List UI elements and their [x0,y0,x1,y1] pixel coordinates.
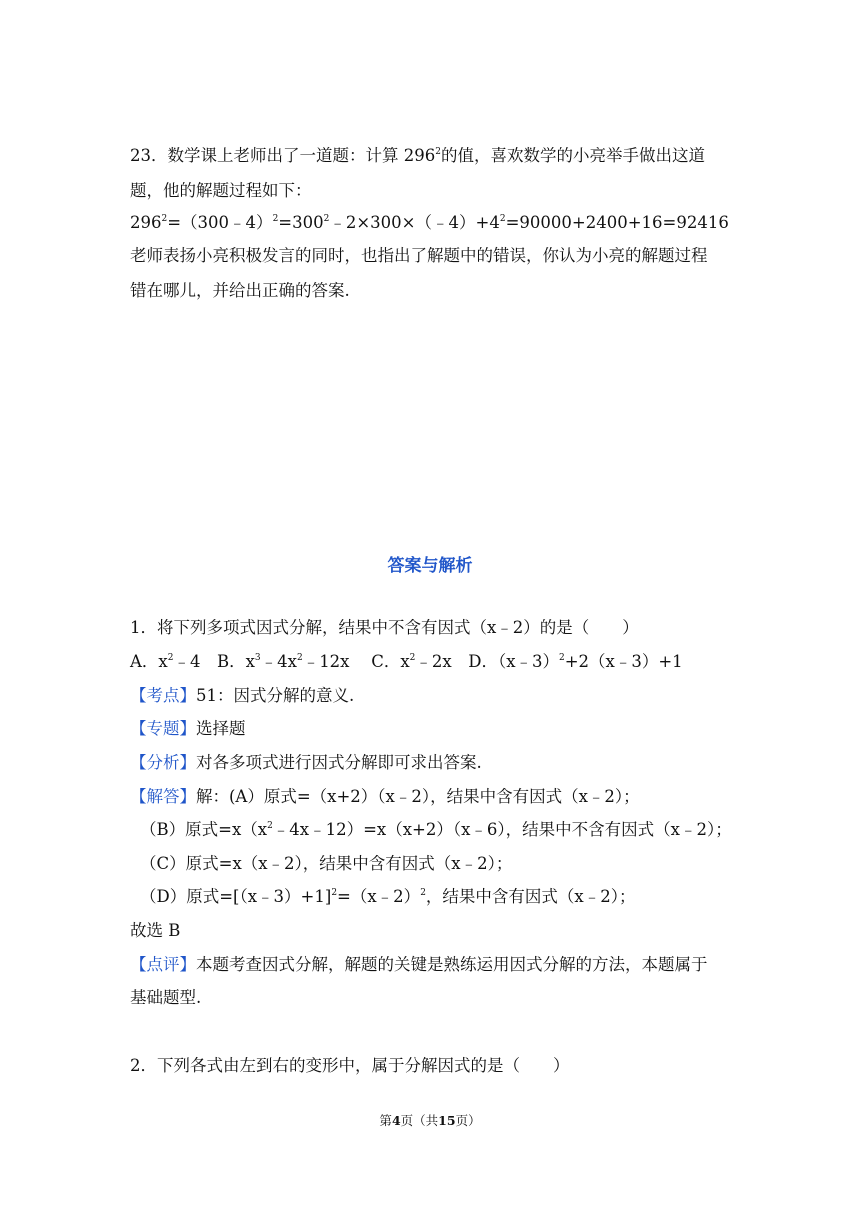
jieda-tag: 【解答】 [130,787,196,806]
q23-equation: $296^2=(300﹣4)^2=300^2﹣2\times 300\times(﹣4)+4^2=90000+2400+16=92416$ [130,213,729,232]
q1-stem: 1．将下列多项式因式分解，结果中不含有因式（x﹣2）的是（ ） [130,618,639,637]
q1-dianping-cont: 基础题型. [130,988,202,1007]
dianping-tag: 【点评】 [130,955,196,974]
q1-solution-b: （B）原式$=x(x^2﹣4x﹣12)=x(x+2)(x﹣6)$，结果中不含有因式（x﹣2）； [140,820,732,839]
q1-kaodian: 【考点】51：因式分解的意义. [130,686,355,705]
kaodian-tag: 【考点】 [130,686,196,705]
q1-dianping: 【点评】本题考查因式分解，解题的关键是熟练运用因式分解的方法，本题属于 [130,955,708,974]
q2-stem: 2．下列各式由左到右的变形中，属于分解因式的是（ ） [130,1056,570,1075]
q1-solution-c: （C）原式=x（x﹣2），结果中含有因式（x﹣2）； [140,854,513,873]
zhuanti-tag: 【专题】 [130,719,196,738]
fenxi-tag: 【分析】 [130,753,196,772]
q1-fenxi: 【分析】对各多项式进行因式分解即可求出答案. [130,753,482,772]
page-number: 4 [391,1113,401,1128]
section-heading: 答案与解析 [387,556,473,576]
q23-line-4: 老师表扬小亮积极发言的同时，也指出了解题中的错误，你认为小亮的解题过程 [130,246,708,265]
q1-options: A．$x^2﹣4$ B．$x^3﹣4x^2﹣12x$ C．$x^2﹣2x$ D．（x﹣3）$^2$+2（x﹣3）+1 [130,652,683,671]
q23-line-5: 错在哪儿，并给出正确的答案. [130,281,350,300]
total-pages: 15 [438,1113,456,1128]
q1-choice: 故选 B [130,921,181,940]
q1-solution-d: （D）原式=[（x﹣3）+1]$^2$=（x﹣2）$^2$，结果中含有因式（x﹣2）； [140,887,636,906]
q1-jieda: 【解答】解：(A）原式=（x+2）（x﹣2），结果中含有因式（x﹣2）； [130,787,640,806]
q23-line-2: 题，他的解题过程如下： [130,181,312,200]
q1-zhuanti: 【专题】选择题 [130,719,246,738]
page-footer: 第4页（共15页） [379,1113,481,1128]
q23-line-1: 23．数学课上老师出了一道题：计算 $296^2$的值，喜欢数学的小亮举手做出这道 [130,146,705,165]
